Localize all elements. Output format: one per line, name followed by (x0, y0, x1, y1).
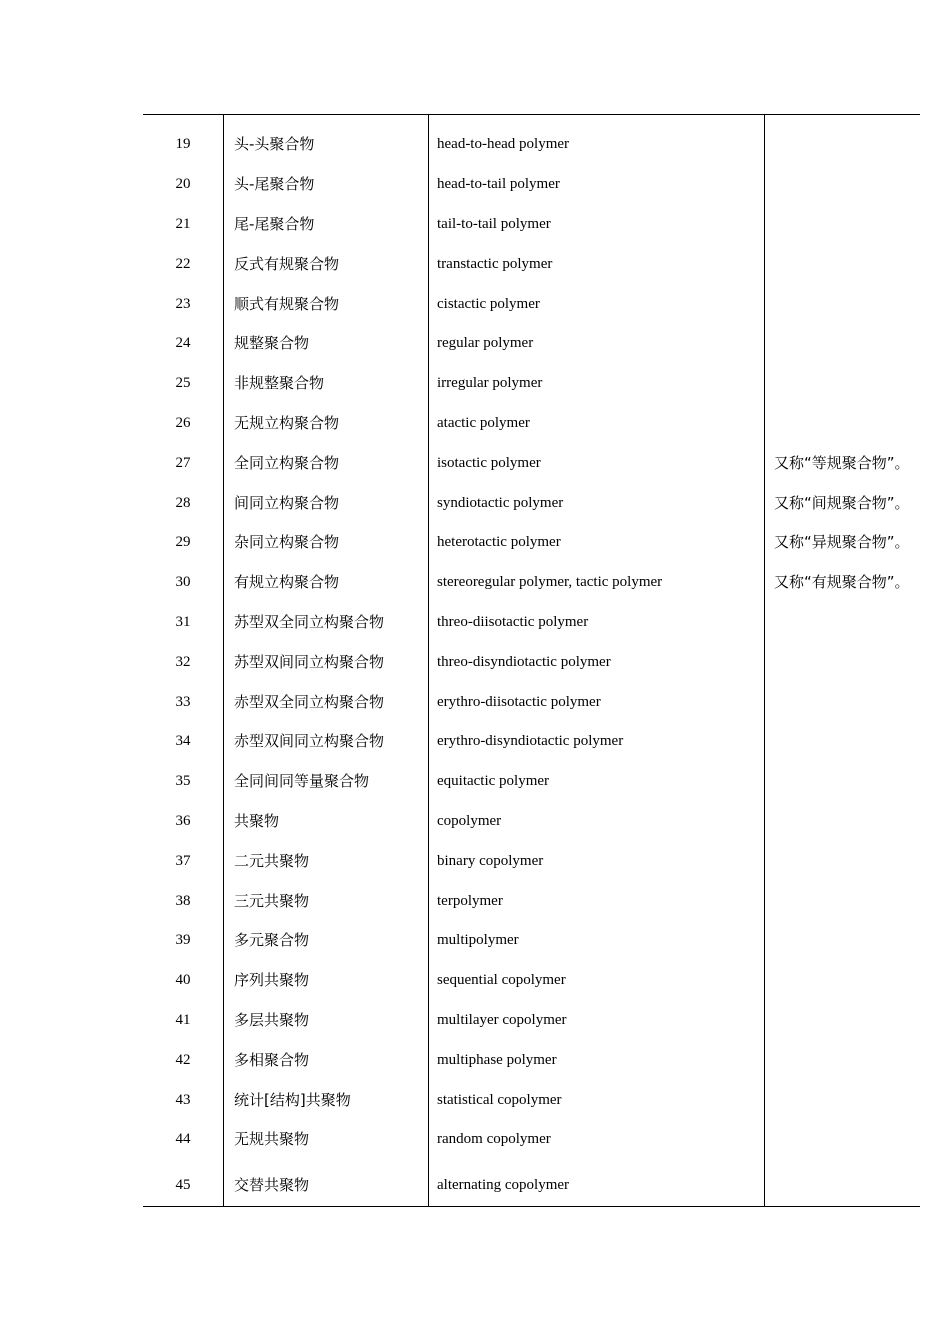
term-number: 28 (143, 483, 224, 523)
term-number: 39 (143, 921, 224, 961)
term-note: 又称“异规聚合物”。 (774, 533, 910, 552)
term-english: regular polymer (429, 324, 765, 364)
table-row (143, 642, 920, 682)
table-row (143, 762, 920, 802)
term-note (765, 1120, 921, 1160)
table-row (143, 244, 920, 284)
table-row (143, 523, 920, 563)
term-english: copolymer (429, 802, 765, 842)
term-note (765, 603, 921, 643)
term-chinese: 间同立构聚合物 (224, 483, 429, 523)
term-number: 22 (143, 244, 224, 284)
term-chinese: 序列共聚物 (224, 961, 429, 1001)
term-note (765, 115, 921, 165)
term-note (765, 961, 921, 1001)
term-number: 33 (143, 682, 224, 722)
table-row (143, 324, 920, 364)
term-english: multipolymer (429, 921, 765, 961)
table-row (143, 841, 920, 881)
term-chinese: 三元共聚物 (224, 881, 429, 921)
term-chinese: 交替共聚物 (224, 1160, 429, 1206)
term-note (765, 404, 921, 444)
term-number: 45 (143, 1160, 224, 1206)
term-number: 43 (143, 1080, 224, 1120)
table-row (143, 881, 920, 921)
term-chinese: 全同立构聚合物 (224, 443, 429, 483)
term-chinese: 共聚物 (224, 802, 429, 842)
term-note (765, 1160, 921, 1206)
term-note (765, 881, 921, 921)
table-row (143, 483, 920, 523)
term-note: 又称“等规聚合物”。 (774, 453, 910, 472)
table-row (143, 1080, 920, 1120)
term-chinese: 多元聚合物 (224, 921, 429, 961)
term-note: 又称“有规聚合物”。 (774, 573, 910, 592)
table-row (143, 364, 920, 404)
term-english: binary copolymer (429, 841, 765, 881)
table-row (143, 603, 920, 643)
table-row (143, 443, 920, 483)
table-row (143, 404, 920, 444)
term-chinese: 杂同立构聚合物 (224, 523, 429, 563)
term-english: threo-diisotactic polymer (429, 603, 765, 643)
term-note (765, 1080, 921, 1120)
term-english: transtactic polymer (429, 244, 765, 284)
term-english: syndiotactic polymer (429, 483, 765, 523)
term-number: 34 (143, 722, 224, 762)
term-english: random copolymer (429, 1120, 765, 1160)
term-note (765, 1001, 921, 1041)
term-chinese: 统计[结构]共聚物 (224, 1080, 429, 1120)
term-english: multilayer copolymer (429, 1001, 765, 1041)
term-note (765, 324, 921, 364)
term-number: 21 (143, 205, 224, 245)
term-chinese: 赤型双全同立构聚合物 (224, 682, 429, 722)
term-chinese: 苏型双间同立构聚合物 (224, 642, 429, 682)
table-row (143, 205, 920, 245)
term-chinese: 非规整聚合物 (224, 364, 429, 404)
term-number: 36 (143, 802, 224, 842)
table-row (143, 563, 920, 603)
table-row (143, 1001, 920, 1041)
term-number: 31 (143, 603, 224, 643)
term-note (765, 284, 921, 324)
term-english: atactic polymer (429, 404, 765, 444)
term-english: sequential copolymer (429, 961, 765, 1001)
term-note (765, 244, 921, 284)
term-number: 37 (143, 841, 224, 881)
term-english: equitactic polymer (429, 762, 765, 802)
term-number: 38 (143, 881, 224, 921)
term-chinese: 苏型双全同立构聚合物 (224, 603, 429, 643)
term-chinese: 无规立构聚合物 (224, 404, 429, 444)
term-english: stereoregular polymer, tactic polymer (429, 563, 765, 603)
term-chinese: 头-尾聚合物 (224, 165, 429, 205)
term-note: 又称“间规聚合物”。 (774, 493, 910, 512)
term-note (765, 682, 921, 722)
term-chinese: 有规立构聚合物 (224, 563, 429, 603)
term-note (765, 762, 921, 802)
term-english: alternating copolymer (429, 1160, 765, 1206)
table-row (143, 682, 920, 722)
term-number: 42 (143, 1040, 224, 1080)
term-number: 26 (143, 404, 224, 444)
term-english: statistical copolymer (429, 1080, 765, 1120)
term-number: 25 (143, 364, 224, 404)
table-row (143, 1160, 920, 1206)
table-row (143, 722, 920, 762)
term-number: 27 (143, 443, 224, 483)
term-number: 35 (143, 762, 224, 802)
term-chinese: 规整聚合物 (224, 324, 429, 364)
polymer-terms-table (143, 114, 920, 1207)
table-row (143, 115, 920, 165)
term-chinese: 头-头聚合物 (224, 115, 429, 165)
term-chinese: 多相聚合物 (224, 1040, 429, 1080)
term-english: terpolymer (429, 881, 765, 921)
term-english: erythro-disyndiotactic polymer (429, 722, 765, 762)
term-chinese: 无规共聚物 (224, 1120, 429, 1160)
term-note (765, 921, 921, 961)
term-number: 41 (143, 1001, 224, 1041)
term-number: 19 (143, 115, 224, 165)
term-english: tail-to-tail polymer (429, 205, 765, 245)
term-number: 44 (143, 1120, 224, 1160)
term-note (765, 841, 921, 881)
table-row (143, 921, 920, 961)
term-note (765, 205, 921, 245)
term-number: 32 (143, 642, 224, 682)
term-english: erythro-diisotactic polymer (429, 682, 765, 722)
table-body (143, 115, 920, 1207)
term-note (765, 642, 921, 682)
term-chinese: 多层共聚物 (224, 1001, 429, 1041)
term-chinese: 顺式有规聚合物 (224, 284, 429, 324)
term-english: head-to-head polymer (429, 115, 765, 165)
term-english: cistactic polymer (429, 284, 765, 324)
term-english: irregular polymer (429, 364, 765, 404)
term-number: 20 (143, 165, 224, 205)
term-note (765, 165, 921, 205)
table-row (143, 802, 920, 842)
term-chinese: 赤型双间同立构聚合物 (224, 722, 429, 762)
term-number: 30 (143, 563, 224, 603)
term-note (765, 1040, 921, 1080)
term-chinese: 尾-尾聚合物 (224, 205, 429, 245)
term-number: 24 (143, 324, 224, 364)
term-chinese: 全同间同等量聚合物 (224, 762, 429, 802)
term-english: multiphase polymer (429, 1040, 765, 1080)
table-row (143, 284, 920, 324)
term-number: 29 (143, 523, 224, 563)
term-number: 23 (143, 284, 224, 324)
term-note (765, 802, 921, 842)
term-number: 40 (143, 961, 224, 1001)
term-english: isotactic polymer (429, 443, 765, 483)
term-english: head-to-tail polymer (429, 165, 765, 205)
table-row (143, 961, 920, 1001)
term-note (765, 722, 921, 762)
table-row (143, 165, 920, 205)
table-row (143, 1120, 920, 1160)
term-english: threo-disyndiotactic polymer (429, 642, 765, 682)
term-chinese: 反式有规聚合物 (224, 244, 429, 284)
term-chinese: 二元共聚物 (224, 841, 429, 881)
term-note (765, 364, 921, 404)
term-english: heterotactic polymer (429, 523, 765, 563)
table-row (143, 1040, 920, 1080)
